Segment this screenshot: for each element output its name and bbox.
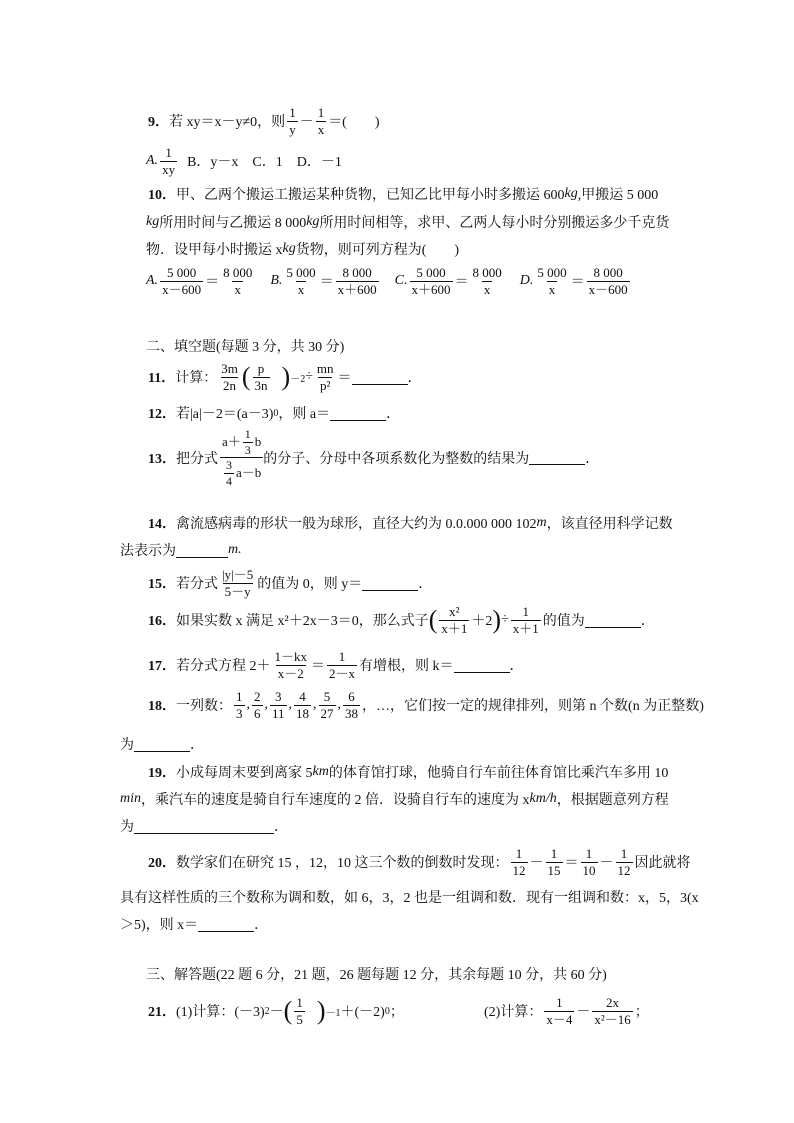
q12: 12． 若|a|－2＝(a－3) 0 ，则 a＝ ．: [148, 403, 400, 423]
q11: 11． 计算： $\frac{3m}{2n}$ ( $\frac{p}{3n}$ ) －2 ÷ $\frac{mn}{\text{p²}}$ ＝ ．: [148, 361, 422, 393]
q16-number: 16．: [148, 614, 176, 630]
q14-line2: 法表示为 m.: [120, 542, 242, 559]
q10-number: 10．: [148, 188, 176, 203]
q19-number: 19．: [148, 766, 176, 781]
q21-number: 21．: [148, 1005, 176, 1021]
section2-heading: 二、填空题(每题 3 分，共 30 分): [146, 340, 345, 355]
q9-option-a: A.: [146, 153, 159, 169]
q20-line3: ＞5)，则 x＝ ．: [120, 918, 269, 933]
q10-option-d: D.: [519, 273, 534, 289]
q10-option-c: C.: [394, 273, 408, 289]
q12-number: 12．: [148, 407, 176, 422]
q13-complex-fraction: a＋ $\frac{1}{3}$ b $\frac{3}{4}$ a－b: [222, 427, 262, 488]
q19-line2: min ，乘汽车的速度是骑自行车速度的 2 倍．设骑自行车的速度为 x km/h ，根据题意列方程: [120, 791, 669, 808]
q17: 17． 若分式方程 2＋ $\frac{1-kx}{x-2}$ ＝ $\frac{1}{2-x}$ 有增根，则 k＝ ．: [148, 649, 524, 681]
q20-number: 20．: [148, 856, 176, 872]
q19-line3: 为 ．: [120, 820, 288, 835]
q9-frac1: $\frac{1}{y}$: [289, 105, 296, 137]
q14-number: 14．: [148, 517, 176, 532]
q16: 16． 如果实数 x 满足 x²＋2x－3＝0，那么式子 ( $\frac{\text{x²}}{x+1}$ ＋2 ) ÷ $\frac{1}{x+1}$ 的值为 ．: [148, 604, 655, 636]
q13-number: 13．: [148, 451, 176, 467]
q21-part2: (2)计算： $\frac{1}{x-4}$ － $\frac{2x}{\text{x²－16}}$ ；: [484, 995, 649, 1027]
q10-option-a: A.: [146, 273, 159, 289]
q20-answer-blank[interactable]: [198, 917, 254, 932]
q16-answer-blank[interactable]: [585, 613, 641, 628]
q9-options: A. $\frac{1}{xy}$ B．y－x C．1 D．－1: [146, 145, 342, 177]
q9-stem: 9． 若 xy＝x－y≠0，则 $\frac{1}{y}$ － $\frac{1}{x}$ ＝( ): [148, 105, 380, 137]
q13: 13． 把分式 a＋ $\frac{1}{3}$ b $\frac{3}{4}$ a－b 的分子、分母中各项系数化为整数的结果为 ．: [148, 427, 600, 488]
q17-number: 17．: [148, 659, 176, 675]
q18-line1: 18． 一列数： $\frac{1}{3}$ , $\frac{2}{6}$ , $\frac{3}{11}$ , $\frac{4}{18}$ , $\frac{5}{27}$ , $\frac{6}{38}$ ，…，它们按一定的规律排列，则第 n 个数(n 为正整数): [148, 689, 704, 721]
q19-answer-blank[interactable]: [134, 819, 274, 834]
q20-line2: 具有这样性质的三个数称为调和数，如 6，3，2 也是一组调和数．现有一组调和数：x，5，3(x: [120, 891, 699, 906]
q9-text: 若 xy＝x－y≠0，则: [169, 115, 286, 131]
q11-number: 11．: [148, 371, 176, 387]
q10-option-b: B.: [270, 273, 283, 289]
q12-answer-blank[interactable]: [330, 406, 386, 421]
q9-options-bcd: B．y－x C．1 D．－1: [187, 155, 342, 171]
q18-line2: 为 ．: [120, 738, 204, 753]
q11-answer-blank[interactable]: [352, 370, 408, 385]
q10-options: A. $\frac{5 000}{x-600}$ ＝ $\frac{8 000}{x}$ B. $\frac{5 000}{x}$ ＝ $\frac{8 000}{x+600}$ C. $\frac{5 000}{x+600}$ ＝ $\frac{8 000}{x}$ D. $\frac{5 000}{x}$ ＝ $\frac{8 000}{x-600}$: [146, 265, 628, 297]
q18-answer-blank[interactable]: [134, 737, 190, 752]
q20-line1: 20． 数学家们在研究 15 ，12，10 这三个数的倒数时发现： $\frac{1}{12}$ － $\frac{1}{15}$ ＝ $\frac{1}{10}$ － $\frac{1}{12}$ 因此就将: [148, 846, 691, 878]
q10-line1: 10． 甲、乙两个搬运工搬运某种货物，已知乙比甲每小时多搬运 600 kg ,甲搬运 5 000: [148, 186, 659, 203]
q10-line3: 物．设甲每小时搬运 x kg 货物，则可列方程为( ): [146, 241, 460, 258]
q19-line1: 19． 小成每周末要到离家 5 km 的体育馆打球，他骑自行车前往体育馆比乘汽车多用 10: [148, 764, 669, 781]
section3-heading: 三、解答题(22 题 6 分，21 题，26 题每题 12 分，其余每题 10 分，共 60 分): [146, 968, 607, 983]
q9-number: 9．: [148, 115, 169, 131]
q14-answer-blank[interactable]: [176, 543, 228, 558]
q15-number: 15．: [148, 577, 176, 593]
q13-answer-blank[interactable]: [529, 450, 585, 465]
q18-number: 18．: [148, 699, 176, 715]
q15: 15． 若分式 $\frac{|y|-5}{5-y}$ 的值为 0，则 y＝ ．: [148, 567, 433, 599]
q14-line1: 14． 禽流感病毒的形状一般为球形，直径大约为 0.0.000 000 102 m ，该直径用科学记数: [148, 515, 673, 532]
q9-frac2: $\frac{1}{x}$: [317, 105, 325, 137]
q17-answer-blank[interactable]: [454, 658, 510, 673]
q15-answer-blank[interactable]: [362, 576, 418, 591]
q10-line2: kg 所用时间与乙搬运 8 000 kg 所用时间相等，求甲、乙两人每小时分别搬运多少千克货: [146, 214, 670, 231]
q21-part1: 21． (1)计算：(－3) 2 － ( $\frac{1}{5}$ ) －1 ＋(－2) 0 ；: [148, 995, 404, 1027]
